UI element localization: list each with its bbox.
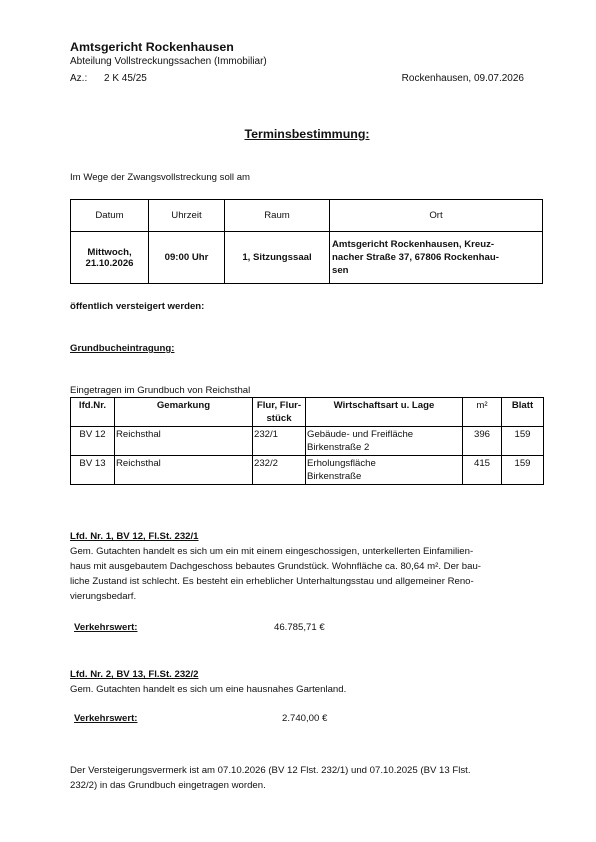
header-datum: Datum [71,200,149,232]
paragraph-line: vierungsbedarf. [70,591,137,602]
table-row [71,456,544,485]
cell-datum [71,232,149,284]
paragraph-line: liche Zustand ist schlecht. Es besteht ein erheblicher Unterhaltungsstau und allgemeiner Reno- [70,576,474,587]
table-row [71,427,544,456]
table-header-row [71,398,544,427]
footer-note [70,763,540,793]
department: Abteilung Vollstreckungssachen (Immobiliar) [70,56,267,67]
cell-lfd: BV 12 [71,427,115,456]
grundbuch-heading: Grundbucheintragung: [70,343,175,354]
header-flur [253,398,306,427]
cell-qm: 396 [463,427,502,456]
cell-wirtschaftsart [306,427,463,456]
cell-flur: 232/1 [253,427,306,456]
section2-description: Gem. Gutachten handelt es sich um eine hausnahes Gartenland. [70,684,347,695]
file-number-label: Az.: [70,73,88,84]
ort-line: sen [332,265,349,276]
cell-raum: 1, Sitzungssaal [225,232,330,284]
header-uhrzeit: Uhrzeit [149,200,225,232]
ort-line: nacher Straße 37, 67806 Rockenhau- [332,252,499,263]
file-number: 2 K 45/25 [104,73,147,84]
header-flur-line: stück [266,413,292,424]
ort-line: Amtsgericht Rockenhausen, Kreuz- [332,239,495,250]
court-name: Amtsgericht Rockenhausen [70,40,234,54]
paragraph-line: haus mit ausgebautem Dachgeschoss bebautes Grundstück. Wohnfläche ca. 80,64 m². Der bau- [70,561,481,572]
cell-blatt: 159 [502,427,544,456]
section2-heading: Lfd. Nr. 2, BV 13, Fl.St. 232/2 [70,669,199,680]
header-qm: m² [463,398,502,427]
wirt-line: Erholungsfläche [307,458,376,469]
header-gemarkung: Gemarkung [115,398,253,427]
section1-value: 46.785,71 € [274,622,325,633]
cell-lfd: BV 13 [71,456,115,485]
header-blatt: Blatt [502,398,544,427]
land-register-table [70,397,544,485]
cell-uhrzeit: 09:00 Uhr [149,232,225,284]
paragraph-line: Gem. Gutachten handelt es sich um ein mit einem eingeschossigen, unterkellerten Einfamilien- [70,546,474,557]
section2-value: 2.740,00 € [282,713,328,724]
auction-statement: öffentlich versteigert werden: [70,301,205,312]
cell-ort [330,232,543,284]
header-lfd: lfd.Nr. [71,398,115,427]
datum-date: 21.10.2026 [85,257,134,269]
table-row [71,232,543,284]
cell-flur: 232/2 [253,456,306,485]
auction-date-table [70,199,543,284]
section1-value-label: Verkehrswert: [74,622,138,633]
wirt-line: Birkenstraße 2 [307,442,370,453]
section2-value-label: Verkehrswert: [74,713,138,724]
cell-gemarkung: Reichsthal [115,456,253,485]
wirt-line: Gebäude- und Freifläche [307,429,414,440]
wirt-line: Birkenstraße [307,471,362,482]
cell-gemarkung: Reichsthal [115,427,253,456]
header-ort: Ort [330,200,543,232]
cell-wirtschaftsart [306,456,463,485]
cell-qm: 415 [463,456,502,485]
header-flur-line: Flur, Flur- [256,400,302,411]
header-raum: Raum [225,200,330,232]
paragraph-line: Der Versteigerungsvermerk ist am 07.10.2026 (BV 12 Flst. 232/1) und 07.10.2025 (BV 13 Flst. [70,765,471,776]
place-date: Rockenhausen, 09.07.2026 [401,73,524,84]
register-text: Eingetragen im Grundbuch von Reichsthal [70,385,251,396]
datum-weekday: Mittwoch, [87,246,132,258]
intro-text: Im Wege der Zwangsvollstreckung soll am [70,172,251,183]
section1-description [70,544,540,604]
section1-heading: Lfd. Nr. 1, BV 12, Fl.St. 232/1 [70,531,199,542]
cell-blatt: 159 [502,456,544,485]
document-title: Terminsbestimmung: [244,127,370,141]
paragraph-line: 232/2) in das Grundbuch eingetragen worden. [70,780,266,791]
header-wirtschaftsart: Wirtschaftsart u. Lage [306,398,463,427]
table-header-row [71,200,543,232]
